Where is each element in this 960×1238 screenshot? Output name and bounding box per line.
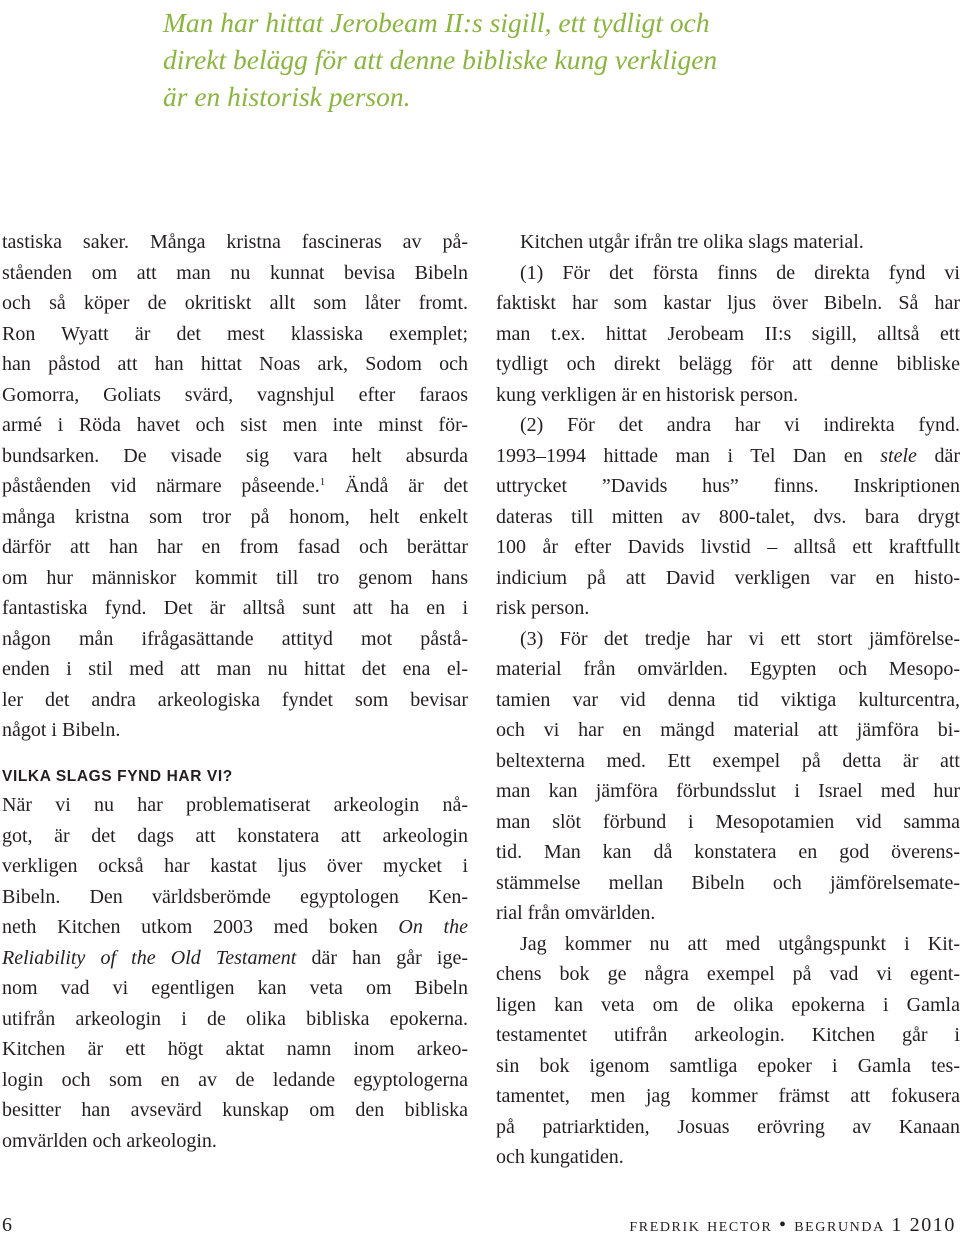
text-line bbox=[2, 943, 468, 974]
text-line: Gomorra, Goliats svärd, vagnshjul efter faraos bbox=[2, 383, 468, 406]
text-line: och kungatiden. bbox=[496, 1146, 624, 1168]
text-segment: neth Kitchen utkom 2003 med boken bbox=[2, 916, 399, 938]
book-title: Reliability of the Old Testament bbox=[2, 946, 297, 969]
text-line: man slöt förbund i Mesopotamien vid samma bbox=[496, 810, 960, 833]
text-line: 100 år efter Davids livstid – alltså ett kraftfullt bbox=[496, 536, 960, 558]
text-line: om hur människor kommit till tro genom hans bbox=[2, 566, 468, 589]
text-line: login och som en av de ledande egyptologerna bbox=[2, 1068, 468, 1091]
text-line: stämmelse mellan Bibeln och jämförelsemate- bbox=[496, 871, 960, 894]
italic-term: stele bbox=[880, 444, 917, 467]
paragraph-direct-finds bbox=[496, 258, 960, 411]
text-line: Kitchen är ett högt aktat namn inom arkeo- bbox=[2, 1038, 468, 1060]
text-line: och så köper de okritiskt allt som låter fromt. bbox=[2, 292, 468, 314]
text-line: besitter han avsevärd kunskap om den bibliska bbox=[2, 1099, 468, 1121]
text-line: tamentet, men jag kommer främst att fokusera bbox=[496, 1085, 960, 1107]
text-line: någon mån ifrågasättande attityd mot påstå- bbox=[2, 627, 468, 650]
text-line bbox=[2, 471, 468, 502]
text-line: faktiskt har som kastar ljus över Bibeln. Så har bbox=[496, 292, 960, 314]
text-line: fantastiska fynd. Det är alltså sunt att ha en i bbox=[2, 597, 468, 619]
text-line: man kan jämföra förbundsslut i Israel med hur bbox=[496, 780, 960, 802]
text-segment: påståenden vid närmare påseende. bbox=[2, 475, 320, 497]
page-number: 6 bbox=[2, 1214, 12, 1236]
text-line: risk person. bbox=[496, 597, 590, 619]
text-line: (1) För det första finns de direkta fynd vi bbox=[520, 261, 960, 284]
paragraph-comparative-material bbox=[496, 624, 960, 929]
pull-quote bbox=[163, 4, 883, 115]
text-line: got, är det dags att konstatera att arkeologin bbox=[2, 824, 468, 847]
text-line: tid. Man kan då konstatera en god överens- bbox=[496, 841, 960, 863]
text-line: material från omvärlden. Egypten och Mesopo- bbox=[496, 658, 960, 680]
paragraph-kitchen bbox=[2, 790, 468, 1156]
text-line: Kitchen utgår ifrån tre olika slags material. bbox=[520, 231, 864, 253]
text-line: kung verkligen är en historisk person. bbox=[496, 383, 799, 406]
text-line: testamentet utifrån arkeologin. Kitchen går i bbox=[496, 1024, 960, 1046]
text-line: nom vad vi egentligen kan veta om Bibeln bbox=[2, 977, 468, 999]
pull-quote-line: direkt belägg för att denne bibliske kung verkligen bbox=[163, 44, 718, 75]
text-line: rial från omvärlden. bbox=[496, 902, 656, 924]
left-column bbox=[2, 227, 468, 1156]
text-line: något i Bibeln. bbox=[2, 719, 121, 741]
text-line: man t.ex. hittat Jerobeam II:s sigill, alltså ett bbox=[496, 322, 960, 345]
text-line: chens bok ge några exempel på vad vi egent- bbox=[496, 963, 960, 985]
text-line: ligen kan veta om de olika epokerna i Gamla bbox=[496, 993, 960, 1016]
page-footer bbox=[0, 1214, 960, 1238]
text-line: på patriarktiden, Josuas erövring av Kanaan bbox=[496, 1115, 960, 1138]
text-line: omvärlden och arkeologin. bbox=[2, 1129, 217, 1152]
text-line: uttrycket ”Davids hus” finns. Inskriptionen bbox=[496, 475, 960, 497]
text-line: indicium på att David verkligen var en histo- bbox=[496, 566, 960, 589]
text-line: Bibeln. Den världsberömde egyptologen Ken- bbox=[2, 885, 468, 908]
section-heading: VILKA SLAGS FYND HAR VI? bbox=[2, 767, 233, 785]
text-line: tamien var vid denna tid viktiga kulturcentra, bbox=[496, 688, 960, 711]
text-line: enden i stil med att man nu hittat det ena el- bbox=[2, 658, 468, 680]
text-line: När vi nu har problematiserat arkeologin nå- bbox=[2, 794, 468, 816]
text-line: (3) För det tredje har vi ett stort jämförelse- bbox=[520, 627, 960, 650]
paragraph-ron-wyatt bbox=[2, 227, 468, 746]
text-line: ståenden om att man nu kunnat bevisa Bibeln bbox=[2, 261, 468, 284]
footnote-marker[interactable]: 1 bbox=[319, 476, 326, 488]
text-line: därför att han har en from fasad och berättar bbox=[2, 536, 468, 558]
text-line: många kristna som tror på honom, helt enkelt bbox=[2, 505, 468, 528]
text-line bbox=[2, 912, 468, 943]
pull-quote-line: Man har hittat Jerobeam II:s sigill, ett tydligt och bbox=[163, 7, 710, 38]
text-line: utifrån arkeologin i de olika bibliska epokerna. bbox=[2, 1007, 468, 1030]
text-line: tydligt och direkt belägg för att denne bibliske bbox=[496, 353, 960, 375]
text-line: han påstod att han hittat Noas ark, Sodom och bbox=[2, 353, 468, 375]
pull-quote-line: är en historisk person. bbox=[163, 81, 411, 112]
text-line: dateras till mitten av 800-talet, dvs. bara drygt bbox=[496, 505, 960, 528]
text-line bbox=[496, 441, 960, 472]
text-line: tastiska saker. Många kristna fascineras av på- bbox=[2, 231, 468, 253]
text-line: beltexterna med. Ett exempel på detta är att bbox=[496, 749, 960, 772]
text-line: och vi har en mängd material att jämföra bi- bbox=[496, 719, 960, 741]
paragraph-outline bbox=[496, 929, 960, 1173]
book-title: On the bbox=[398, 916, 468, 938]
text-segment: 1993–1994 hittade man i Tel Dan en bbox=[496, 444, 881, 467]
text-line: verkligen också har kastat ljus över mycket i bbox=[2, 855, 468, 877]
text-line: ler det andra arkeologiska fyndet som bevisar bbox=[2, 688, 468, 711]
running-head: fredrik hector • begrunda 1 2010 bbox=[629, 1214, 956, 1236]
right-column bbox=[496, 227, 960, 1173]
paragraph-indirect-finds bbox=[496, 410, 960, 624]
text-line: Ron Wyatt är det mest klassiska exemplet; bbox=[2, 322, 468, 345]
text-segment: där han går ige- bbox=[296, 946, 469, 969]
text-segment: Ändå är det bbox=[325, 475, 468, 497]
text-line: Jag kommer nu att med utgångspunkt i Kit- bbox=[520, 932, 960, 955]
text-line: armé i Röda havet och sist men inte minst för- bbox=[2, 414, 468, 436]
text-line: sin bok igenom samtliga epoker i Gamla tes- bbox=[496, 1054, 960, 1077]
text-segment: där bbox=[916, 444, 960, 467]
text-line: bundsarken. De visade sig vara helt absurda bbox=[2, 444, 468, 467]
text-line: (2) För det andra har vi indirekta fynd. bbox=[520, 414, 960, 436]
